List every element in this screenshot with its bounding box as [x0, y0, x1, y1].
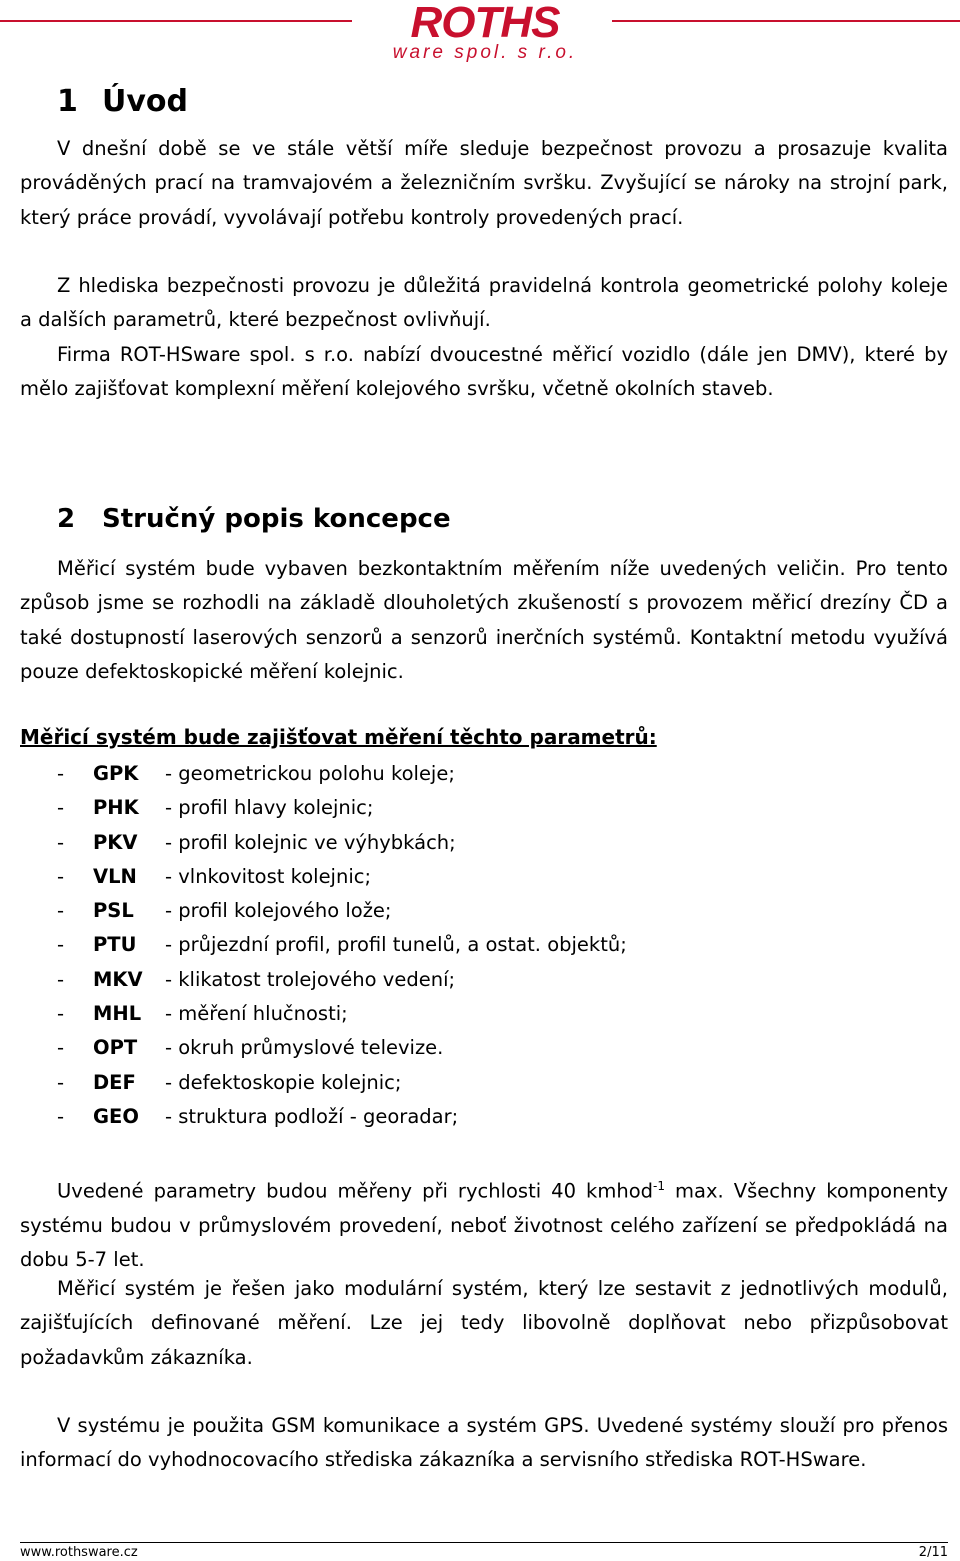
- parameter-description: - profil kolejnic ve výhybkách;: [165, 830, 456, 854]
- list-dash: -: [57, 1104, 65, 1128]
- company-logo: [370, 0, 600, 62]
- parameter-code: PTU: [93, 933, 137, 957]
- parameter-item: [57, 894, 627, 928]
- section-2-title: Stručný popis koncepce: [102, 504, 451, 534]
- parameter-code: PSL: [93, 899, 134, 923]
- list-dash: -: [57, 796, 65, 820]
- parameter-description: - vlnkovitost kolejnic;: [165, 864, 372, 888]
- parameter-item: [57, 963, 627, 997]
- section-1-paragraph-2: Z hlediska bezpečnosti provozu je důležitá pravidelná kontrola geometrické polohy koleje a dalších parametrů, které bezpečnost ovlivňují.: [20, 274, 948, 332]
- parameter-code: VLN: [93, 864, 137, 888]
- parameter-item: [57, 826, 627, 860]
- parameter-item: [57, 997, 627, 1031]
- parameter-item: [57, 791, 627, 825]
- parameter-item: [57, 1031, 627, 1065]
- gsm-paragraph: V systému je použita GSM komunikace a systém GPS. Uvedené systémy slouží pro přenos informací do vyhodnocovacího střediska zákazníka a servisního střediska ROT-HSware.: [20, 1414, 948, 1472]
- list-dash: -: [57, 830, 65, 854]
- parameter-code: MKV: [93, 967, 143, 991]
- list-dash: -: [57, 1070, 65, 1094]
- header-rule-left: [0, 20, 352, 22]
- parameters-list-heading: Měřicí systém bude zajišťovat měření těchto parametrů:: [20, 725, 657, 749]
- speed-paragraph: Uvedené parametry budou měřeny při rychlosti 40 kmhod$^{-1}$ max. Všechny komponenty systému budou v průmyslovém provedení, neboť životnost celého zařízení se předpokládá na dobu 5-7 let.: [20, 1179, 948, 1272]
- footer-rule: [20, 1542, 948, 1543]
- section-2-heading: [57, 504, 451, 534]
- logo-sub-text: ware spol. s r.o.: [392, 42, 578, 63]
- parameter-description: - profil kolejového lože;: [165, 899, 392, 923]
- section-1-number: 1: [57, 84, 78, 119]
- parameter-item: [57, 860, 627, 894]
- section-1-heading: [57, 84, 188, 119]
- parameter-item: [57, 1100, 627, 1134]
- footer-page-number: 2/11: [918, 1545, 948, 1560]
- section-2-number: 2: [57, 504, 76, 534]
- section-1-paragraph-1: V dnešní době se ve stále větší míře sleduje bezpečnost provozu a prosazuje kvalita prováděných prací na tramvajovém a železničním svršku. Zvyšující se nároky na strojní park, který práce provádí, vyvolávají potřebu kontroly provedených prací.: [20, 137, 948, 229]
- list-dash: -: [57, 899, 65, 923]
- parameter-description: - průjezdní profil, profil tunelů, a ostat. objektů;: [165, 933, 627, 957]
- parameter-item: [57, 757, 627, 791]
- list-dash: -: [57, 967, 65, 991]
- parameter-code: PHK: [93, 796, 139, 820]
- list-dash: -: [57, 1036, 65, 1060]
- list-dash: -: [57, 762, 65, 785]
- parameter-description: - profil hlavy kolejnic;: [165, 796, 374, 820]
- parameter-code: PKV: [93, 830, 138, 854]
- parameter-description: - geometrickou polohu koleje;: [165, 762, 455, 785]
- footer-website: www.rothsware.cz: [20, 1545, 138, 1560]
- parameter-code: GEO: [93, 1104, 139, 1128]
- section-2-intro: Měřicí systém bude vybaven bezkontaktním měřením níže uvedených veličin. Pro tento způsob jsme se rozhodli na základě dlouholetých zkušeností s provozem měřicí drezíny ČD a také dostupností laserových senzorů a senzorů inerčních systémů. Kontaktní metodu využívá pouze defektoskopické měření kolejnic.: [20, 557, 948, 683]
- modular-paragraph: Měřicí systém je řešen jako modulární systém, který lze sestavit z jednotlivých modulů, zajišťujících definované měření. Lze jej tedy libovolně doplňovat nebo přizpůsobovat požadavkům zákazníka.: [20, 1277, 948, 1369]
- parameter-code: GPK: [93, 762, 139, 785]
- parameters-list: [57, 757, 627, 1134]
- parameter-description: - defektoskopie kolejnic;: [165, 1070, 402, 1094]
- parameter-description: - klikatost trolejového vedení;: [165, 967, 456, 991]
- parameter-code: MHL: [93, 1002, 142, 1026]
- section-1-paragraph-3: Firma ROT-HSware spol. s r.o. nabízí dvoucestné měřicí vozidlo (dále jen DMV), které by mělo zajišťovat komplexní měření kolejového svršku, včetně okolních staveb.: [20, 343, 948, 401]
- parameter-item: [57, 1066, 627, 1100]
- parameter-code: DEF: [93, 1070, 136, 1094]
- header-rule-right: [612, 20, 960, 22]
- parameter-description: - struktura podloží - georadar;: [165, 1104, 459, 1128]
- parameter-description: - okruh průmyslové televize.: [165, 1036, 444, 1060]
- list-dash: -: [57, 1002, 65, 1026]
- logo-main-text: ROTHS: [410, 0, 560, 47]
- section-1-title: Úvod: [102, 84, 189, 119]
- parameter-code: OPT: [93, 1036, 138, 1060]
- parameter-description: - měření hlučnosti;: [165, 1002, 348, 1026]
- list-dash: -: [57, 933, 65, 957]
- list-dash: -: [57, 864, 65, 888]
- parameter-item: [57, 928, 627, 962]
